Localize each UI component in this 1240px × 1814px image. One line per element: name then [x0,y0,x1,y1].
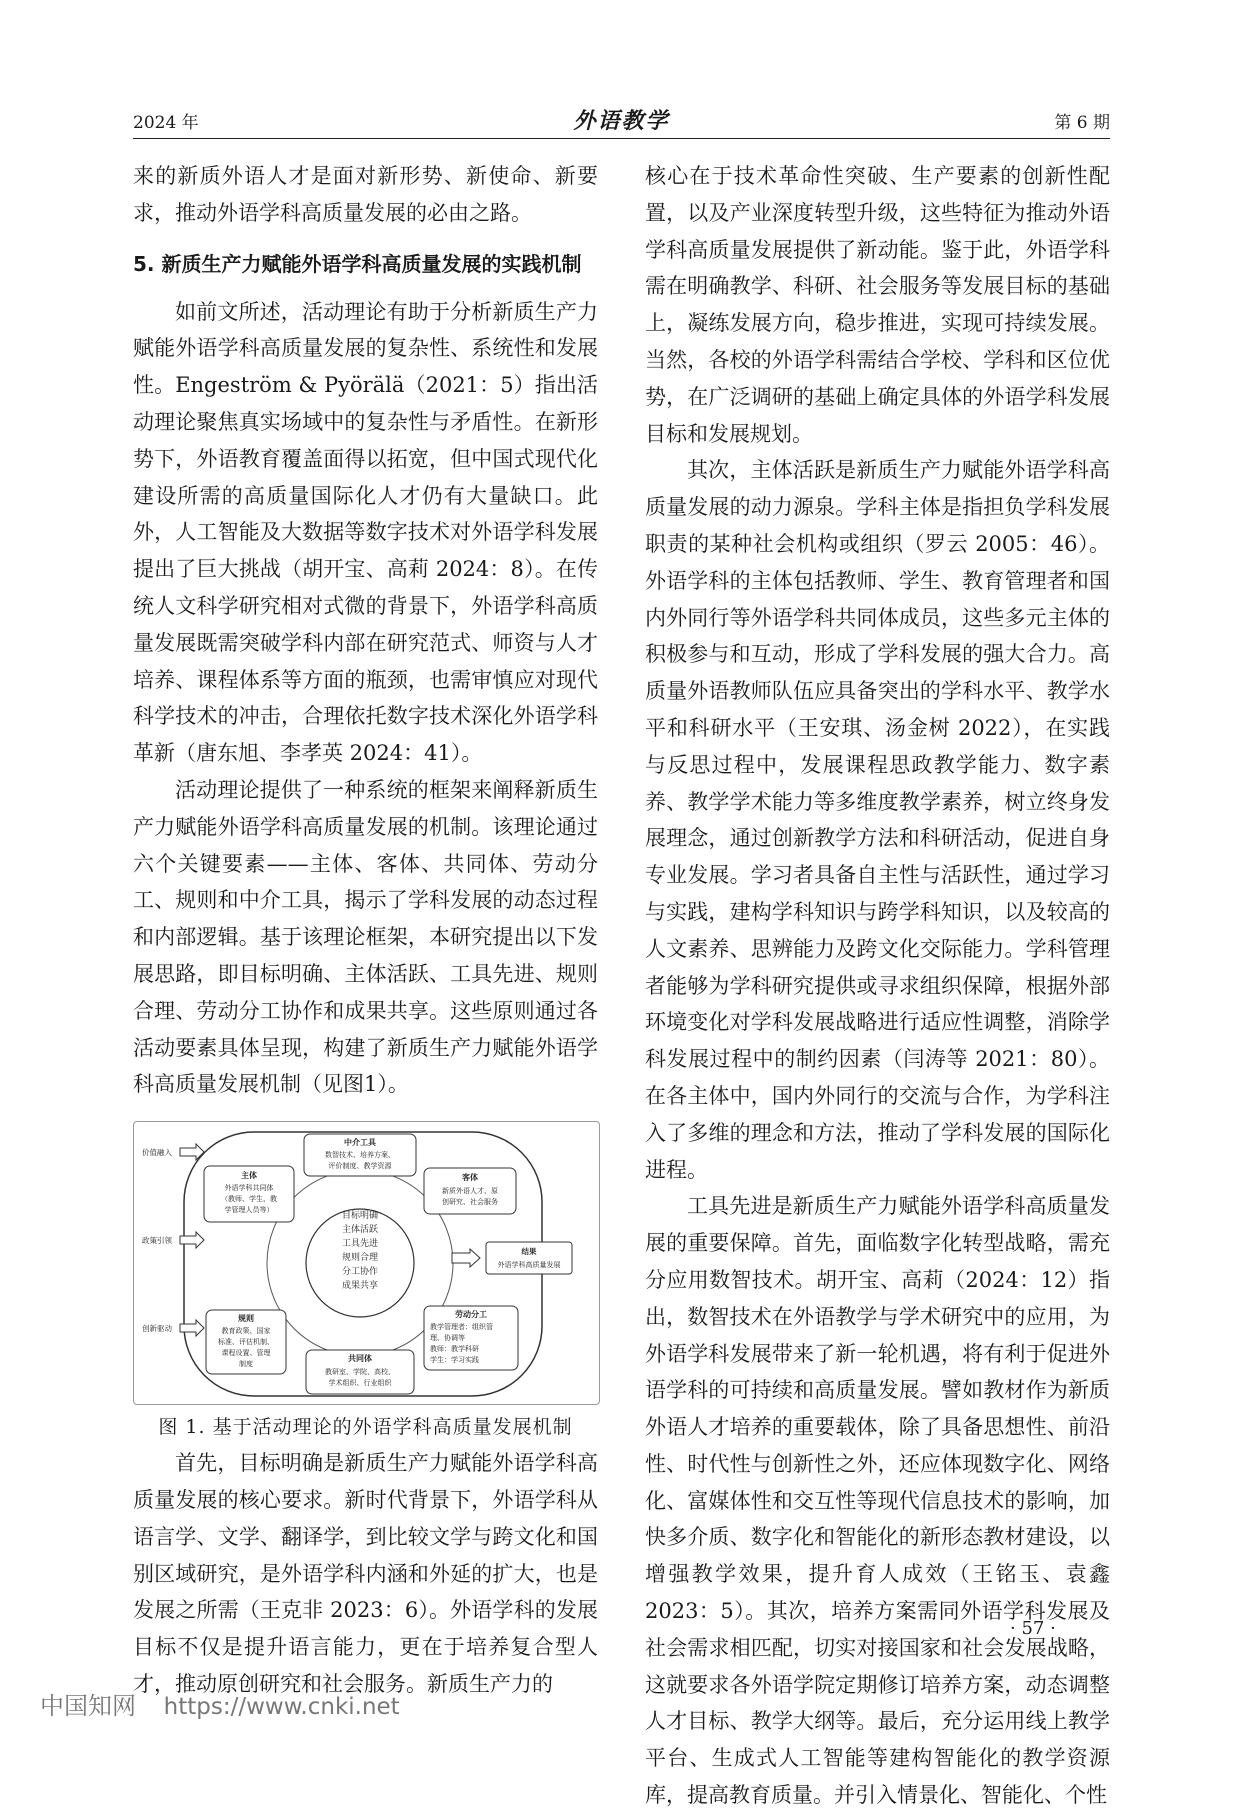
svg-text:教研室、学院、高校、: 教研室、学院、高校、 [325,1368,395,1377]
svg-text:教学管理者：组织管: 教学管理者：组织管 [430,1323,493,1332]
left-label: 政策引领 [142,1236,172,1246]
paragraph: 如前文所述，活动理论有助于分析新质生产力赋能外语学科高质量发展的复杂性、系统性和发展性。Engeström & Pyörälä（2021：5）指出活动理论聚焦真实场域中的复杂性与矛盾性。在新形势下，外语教育覆盖面得以拓宽，但中国式现代化建设所需的高质量国际化人才仍有大量缺口。此外，人工智能及大数据等数字技术对外语学科发展提出了巨大挑战（胡开宝、高莉 2024：8）。在传统人文科学研究相对式微的背景下，外语学科高质量发展既需突破学科内部在研究范式、师资与人才培养、课程体系等方面的瓶颈，也需审慎应对现代科学技术的冲击，合理依托数字技术深化外语学科革新（唐东旭、李孝英 2024：41）。 [133,299,598,766]
cnki-watermark [40,1686,400,1721]
svg-text:外语学科高质量发展: 外语学科高质量发展 [497,1261,561,1270]
svg-text:劳动分工: 劳动分工 [455,1310,487,1320]
arrow-to-result [452,1249,480,1267]
svg-text:结果: 结果 [521,1247,537,1257]
svg-text:标准、评估机制、: 标准、评估机制、 [218,1338,274,1347]
svg-text:新质外语人才、原: 新质外语人才、原 [442,1187,498,1196]
svg-text:学术组织、行业组织: 学术组织、行业组织 [328,1379,392,1388]
left-label: 价值融入 [142,1148,172,1158]
activity-theory-diagram [134,1122,599,1404]
svg-text:课程设置、管理: 课程设置、管理 [221,1349,271,1358]
figure-caption: 图 1. 基于活动理论的外语学科高质量发展机制 [158,1416,573,1439]
svg-text:客体: 客体 [462,1173,478,1183]
right-column [645,158,1110,1814]
paragraph: 其次，主体活跃是新质生产力赋能外语学科高质量发展的动力源泉。学科主体是指担负学科发展职责的某种社会机构或组织（罗云 2005：46）。外语学科的主体包括教师、学生、教育管理者和国内外同行等外语学科共同体成员，这些多元主体的积极参与和互动，形成了学科发展的强大合力。高质量外语教师队伍应具备突出的学科水平、教学水平和科研水平（王安琪、汤金树 2022），在实践与反思过程中，发展课程思政教学能力、数字素养、教学学术能力等多维度教学素养，树立终身发展理念，通过创新教学方法和科研活动，促进自身专业发展。学习者具备自主性与活跃性，通过学习与实践，建构学科知识与跨学科知识，以及较高的人文素养、思辨能力及跨文化交际能力。学科管理者能够为学科研究提供或寻求组织保障，根据外部环境变化对学科发展战略进行适应性调整，消除学科发展过程中的制约因素（闫涛等 2021：80）。在各主体中，国内外同行的交流与合作，为学科注入了多维的理念和方法，推动了学科发展的国际化进程。 [645,458,1110,1182]
svg-text:评价制度、教学资源: 评价制度、教学资源 [328,1162,392,1171]
center-item: 工具先进 [341,1239,379,1250]
paragraph: 来的新质外语人才是面对新形势、新使命、新要求，推动外语学科高质量发展的必由之路。 [133,164,598,225]
center-item: 规则合理 [341,1253,379,1264]
svg-text:学管理人员等）: 学管理人员等） [224,1206,274,1215]
figure-1 [133,1121,600,1405]
header-year: 2024 年 [133,113,199,133]
svg-text:教师：教学科研: 教师：教学科研 [430,1345,479,1354]
section-heading: 5. 新质生产力赋能外语学科高质量发展的实践机制 [133,251,582,276]
svg-text:中介工具: 中介工具 [344,1138,376,1148]
watermark-site: 中国知网 [40,1692,136,1720]
svg-text:制度: 制度 [239,1360,253,1369]
paragraph: 首先，目标明确是新质生产力赋能外语学科高质量发展的核心要求。新时代背景下，外语学科从语言学、文学、翻译学，到比较文学与跨文化和国别区域研究，是外语学科内涵和外延的扩大，也是发展之所需（王克非 2023：6）。外语学科的发展目标不仅是提升语言能力，更在于培养复合型人才，推动原创研究和社会服务。新质生产力的 [133,1451,598,1696]
paragraph: 工具先进是新质生产力赋能外语学科高质量发展的重要保障。首先，面临数字化转型战略，需充分应用数智技术。胡开宝、高莉（2024：12）指出，数智技术在外语教学与学术研究中的应用，为外语学科发展带来了新一轮机遇，将有利于促进外语学科的可持续和高质量发展。譬如教材作为新质外语人才培养的重要载体，除了具备思想性、前沿性、时代性与创新性之外，还应体现数字化、网络化、富媒体性和交互性等现代信息技术的影响，加快多介质、数字化和智能化的新形态教材建设，以增强教学效果，提升育人成效（王铭玉、袁鑫 2023：5）。其次，培养方案需同外语学科发展及社会需求相匹配，切实对接国家和社会发展战略，这就要求各外语学院定期修订培养方案，动态调整人才目标、教学大纲等。最后，充分运用线上教学平台、生成式人工智能等建构智能化的教学资源库，提高教育质量。并引入情景化、智能化、个性 [645,1194,1110,1808]
left-column [133,158,598,1703]
svg-text:数智技术、培养方案、: 数智技术、培养方案、 [325,1151,395,1160]
svg-text:主体: 主体 [241,1171,257,1181]
header-issue: 第 6 期 [1054,113,1110,133]
svg-text:学生：学习实践: 学生：学习实践 [430,1356,479,1365]
center-item: 目标明确 [341,1211,379,1222]
svg-text:规则: 规则 [238,1314,254,1324]
page-number: · 57 · [1010,1618,1056,1639]
svg-text:外语学科共同体: 外语学科共同体 [224,1184,274,1193]
journal-title: 外语教学 [573,108,670,134]
svg-text:（教师、学生、教: （教师、学生、教 [221,1195,277,1204]
center-item: 分工协作 [341,1267,379,1278]
paragraph: 活动理论提供了一种系统的框架来阐释新质生产力赋能外语学科高质量发展的机制。该理论通过六个关键要素——主体、客体、共同体、劳动分工、规则和中介工具，揭示了学科发展的动态过程和内部逻辑。基于该理论框架，本研究提出以下发展思路，即目标明确、主体活跃、工具先进、规则合理、劳动分工协作和成果共享。这些原则通过各活动要素具体呈现，构建了新质生产力赋能外语学科高质量发展机制（见图1）。 [133,777,598,1097]
svg-text:创研究、社会服务: 创研究、社会服务 [442,1198,498,1207]
paragraph: 核心在于技术革命性突破、生产要素的创新性配置，以及产业深度转型升级，这些特征为推动外语学科高质量发展提供了新动能。鉴于此，外语学科需在明确教学、科研、社会服务等发展目标的基础上，凝练发展方向，稳步推进，实现可持续发展。当然，各校的外语学科需结合学校、学科和区位优势，在广泛调研的基础上确定具体的外语学科发展目标和发展规划。 [645,164,1110,446]
header-rule [133,138,1110,139]
center-item: 成果共享 [341,1281,379,1292]
center-item: 主体活跃 [341,1225,379,1236]
svg-text:教育政策、国家: 教育政策、国家 [221,1327,271,1336]
watermark-url: https://www.cnki.net [163,1694,400,1720]
svg-text:共同体: 共同体 [348,1354,372,1364]
left-label: 创新驱动 [142,1324,172,1334]
running-header [133,108,1110,136]
svg-text:理、协调等: 理、协调等 [430,1334,465,1343]
